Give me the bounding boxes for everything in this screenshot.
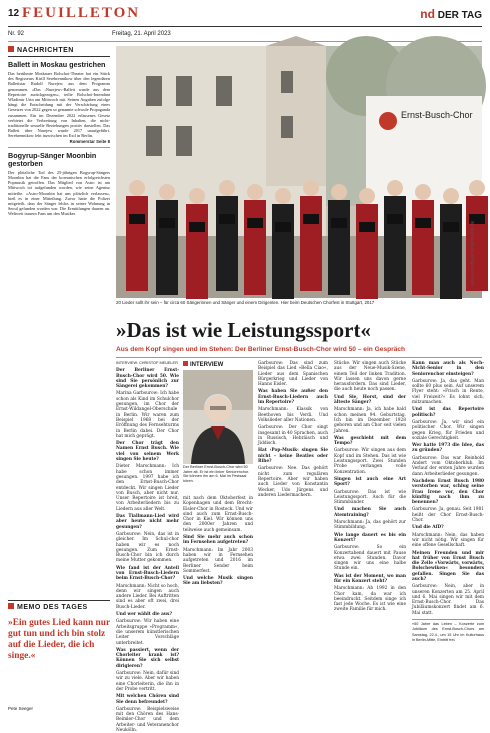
page-number: 12 xyxy=(8,8,20,19)
interview-question: Was geschieht mit dem Tempo? xyxy=(334,435,406,447)
square-icon xyxy=(8,603,14,609)
memo-quote: »Ein gutes Lied kann nur gut tun und ich bin stolz auf die Lieder, die ich singe.« xyxy=(8,618,110,661)
interview-answer: Marina Garbsurow: Ich habe schon als Kind im Schulchor gesungen, im Chor der Ernst-Wildangel-Oberschule in Berlin. Wir waren zum Beispiel 1968 bei der Eröffnung des Fernsehturms in Berlin dabei. Der Chor hat mich geprägt. xyxy=(116,391,179,439)
interview-question: Und machen Sie auch Atemtraining? xyxy=(334,507,406,518)
news-item-author: Rommerstar Seite 8 xyxy=(69,138,110,144)
square-icon xyxy=(8,46,14,52)
interview-question: Das Tiallmann-Lied wird aber heute nicht mehr gesungen? xyxy=(116,514,179,530)
news-column xyxy=(8,46,110,714)
portrait-photo xyxy=(183,370,253,464)
singer-figure xyxy=(412,200,434,295)
singer-head xyxy=(303,180,319,196)
interview-label-text: INTERVIEW xyxy=(190,362,224,368)
singer-figure xyxy=(328,200,350,295)
news-heading-label: NACHRICHTEN xyxy=(17,47,74,54)
music-folder xyxy=(359,222,375,232)
interview-question: Und ist das Repertoire politisch? xyxy=(412,407,484,418)
brand-name: DER TAG xyxy=(437,10,482,21)
interview-answer: Garbsurow: Das ist wie Leistungssport. Auch für die Stimmbänder. xyxy=(334,489,406,506)
article-byline: INTERVIEW: CHRISTOF MEUELER xyxy=(116,361,178,365)
interview-answer: Garbsurow: Das war Reinhold Andert vom Oktoberklub. Im Verlauf der ersten Jahre wurden dann Arbeiterlieder gesungen. xyxy=(412,455,484,477)
interview-answer: Garbsurow: Nein, das ist in gleicher. Im Schul-chor haben wir es noch gesungen. Zum Ernst-Busch-Chor bin ich durch meine Mutter gekommen. xyxy=(116,531,179,564)
news-item-body: Der plötzliche Tod des 25-jährigen Bogyrup-Sängers Moonbin hat die Fans der koreanischen erfolgreichsten Popmusik getroffen. Das Mitglied von Astro ist am Mittwoch tot aufgefunden worden, wie seine Agentur mitteilte. »Astro-Moonbin hat uns plötzlich verlassen«, hieß es in einer Mitteilung. Zuvor hatte die Polizei mitgeteilt, dass der Sänger leblos in seiner Wohnung in Seoul gefunden worden war. Die Ermittlungen dauern an. Weltweit trauern Fans um den Musiker. xyxy=(8,169,110,217)
singer-figure xyxy=(126,196,148,291)
article-column-1 xyxy=(116,361,179,733)
singer-head xyxy=(247,184,263,200)
interview-question: Kann man auch als Noch-Nicht-Senior in den Seniorenchor einsteigen? xyxy=(412,361,484,377)
singer-head xyxy=(159,184,175,200)
memo-header xyxy=(8,600,110,611)
interview-answer: Marschmann: Ja, ich habe bald schon meinen 94. Geburtstag. Ich bin im Dezember 1928 geboren und am Chor seit vielen Jahren. xyxy=(334,407,406,434)
interview-answer: Marschmann: Nein, das haben wir nicht nötig. Wir singen für eine offene Gesellschaft. xyxy=(412,532,484,549)
interview-question: Was passiert, wenn der Chorleiter krank ist? Können Sie sich selbst dirigieren? xyxy=(116,647,179,669)
article-column-2-lower xyxy=(183,496,253,711)
article-column-2-lower-text xyxy=(183,496,253,587)
singer-head xyxy=(359,188,375,204)
singer-figure xyxy=(216,196,238,291)
memo-rule xyxy=(8,600,110,601)
article-column-3-text xyxy=(334,361,406,613)
interview-answer: Dieter Marschmann: Ich habe schon immer gesungen. 1997 habe ich den Ernst-Busch-Chor entdeckt. Wir singen Lieder von Busch, aber nicht nur. Unser Repertoire ist breit, von Arbeiterliedern bis zu Liedern aus aller Welt. xyxy=(116,464,179,512)
memo-heading xyxy=(8,603,110,611)
interview-answer: mit nach dem Oktoberfest in Kopenhagen und dem Brecht-Eisler-Chor in Rostock. Und wir sind auch zum Ernst-Busch-Chor in Kiel. Wir können uns den 2000er Jahren und teilweise auch gemeinsam. xyxy=(183,496,253,533)
news-item-title: Bogyrup-Sänger Moonbin gestorben xyxy=(8,150,97,168)
interview-question: Wie lange dauert es bis ein Konzert? xyxy=(334,532,406,543)
interview-answer: Garbsurow: Nee. Das gehört nicht zum regulären Repertoire. Aber wir haben auch Lieder von Konstantin Wecker, Udo Jürgens und anderen Liedermachern. xyxy=(258,466,328,498)
article-column-3 xyxy=(334,361,406,711)
article-column-4-text xyxy=(412,361,484,616)
singer-figure xyxy=(272,204,294,299)
interview-question: Sind Sie mehr auch schon im Fernsehen aufgetreten? xyxy=(183,535,253,546)
interview-question: Und welche Musik singen Sie am liebsten? xyxy=(183,576,253,587)
article-rule xyxy=(116,357,482,358)
music-folder xyxy=(129,214,145,224)
portrait-caption: Der Berliner Ernst-Busch-Chor wird 50 Jahre alt. Er ist ein linker Seniorenchor. Sie können ihn am 6. Mai im Festsaal hören. xyxy=(183,465,250,483)
interview-answer: Marschmann: Nicht so hoch, denn wir singen auch andere Lieder. Bei Auftritten sind es aber oft zwei, drei Busch-Lieder. xyxy=(116,583,179,610)
banner-text: Ernst-Busch-Chor xyxy=(401,110,473,120)
music-folder xyxy=(387,214,403,224)
article-column-1-text xyxy=(116,368,179,733)
side-url: www.ernstbuschchorberlin.de xyxy=(470,220,476,286)
interview-question: Meinen Freunden und mir hat früher von Ernst Busch die Zeile »Vorwärts, vorwärts, Bolschewiken« besonders gefallen. Singen Sie das auch? xyxy=(412,550,484,582)
interview-question: Und wer wählt die aus? xyxy=(116,612,172,618)
news-item-title: Ballett in Moskau gestrichen xyxy=(8,60,106,69)
interview-question: Hat ›Pop-Musik‹ singen Sie nicht – keine Beatles oder Rihe? xyxy=(258,448,328,465)
singer-head xyxy=(129,180,145,196)
news-item-body: Das berühmte Moskauer Bolschoi-Theater hat ein Stück des Regisseurs Kirill Serebrennikow über den legendären Ballettstar Rudolf Nurejew aus dem Programm genommen. »Das ›Nurejew‹-Ballett wurde aus dem Repertoire zurückgezogen«, teilte Bolschoi-Intendant Wladimir Urin am Mittwoch mit. Seinen Angaben zufolge hängt die Entscheidung mit der Verschärfung eines Gesetzes von 2022 gegen so genannte schwule Propaganda zusammen. Ein im Dezember 2022 erlassenes Gesetz verbietet die Verbreitung von Inhalten, die nicht-traditionelle sexuelle Beziehungen positiv darstellen. Das Ballett über Nurejew wurde 2017 uraufgeführt. Serebrennikow lebt inzwischen im Exil in Berlin. xyxy=(8,71,110,139)
music-folder xyxy=(247,218,263,228)
article-headline: »Das ist wie Leistungssport« xyxy=(116,318,371,342)
interview-answer: Marschmann: Klassik von Beethoven bis Verdi. Und Volkslieder aller Nationen. xyxy=(258,407,328,423)
interview-answer: Marschmann: Ab 1992 in den Chor kam, da war ich beeindruckt. Seitdem singe ich fast jede Woche. Es ist wie eine zweite Familie für mich. xyxy=(334,586,406,613)
interview-question: Nachdem Ernst Busch 1980 verstorben war, schlug seine Frau Irene vor, den Chor künftig nach ihm zu benennen? xyxy=(412,478,484,506)
interview-answer: Garbsurow: Das sind zum Beispiel das Lied »Bella Ciao«, Lieder aus dem Spanischen Bürgerkrieg und Lieder von Hanns Eisler. xyxy=(258,361,328,388)
interview-question: Der Berliner Ernst-Busch-Chor wird 50. Wie sind Sie persönlich zur Sängerei gekommen? xyxy=(116,368,179,390)
interview-question: Singen ist auch eine Art Sport? xyxy=(334,476,406,488)
interview-label xyxy=(183,361,223,368)
header-rule-2 xyxy=(8,41,482,42)
singer-head xyxy=(415,184,431,200)
photo-caption: 20 Lieder sollt ihr sein – für circa 60 Sängerinnen und Sänger und einem Dirigenten. Hier beim Deutschen Chorfest in Stuttgart, 2017 xyxy=(116,300,375,305)
interview-answer: Marschmann: Im Jahr 2003 haben wir in Fernsehen aufgetreten und 2016 im Berliner Sender beim Sommerfest. xyxy=(183,547,253,574)
portrait-illustration xyxy=(183,370,253,464)
singer-figure xyxy=(186,204,208,299)
music-folder xyxy=(443,222,459,232)
issue-date: Freitag, 21. April 2023 xyxy=(112,31,171,37)
music-folder xyxy=(331,218,347,228)
music-folder xyxy=(189,222,205,232)
memo-heading-label: MEMO DES TAGES xyxy=(17,604,88,611)
brand xyxy=(420,7,482,21)
news-heading xyxy=(8,46,110,54)
interview-answer: Garbsurow: Nein, aber in unseren Konzerten am 25. April und 6. Mai singen wir mit dem Ernst-Busch-Chor. Das Jubiläumskonzert findet am 6. Mai statt. xyxy=(412,584,484,616)
singer-head xyxy=(469,180,485,196)
singer-figure xyxy=(156,200,178,295)
music-folder xyxy=(159,218,175,228)
interview-answer: Garbsurow: Wir haben eine Arbeitsgruppe »Programm«, die unserem künstlerischen Leiter Vorschläge unterbreitet. xyxy=(116,619,179,646)
interview-question: Was haben Sie außer den Ernst-Busch-Liedern auch im Repertoire? xyxy=(258,389,328,406)
singer-head xyxy=(275,188,291,204)
interview-question: Und Sie, Horst, sind der älteste Sänger? xyxy=(334,394,406,406)
singer-head xyxy=(331,184,347,200)
interview-answer: Garbsurow: Ja, wir sind ein politischer Chor. Wir singen gegen Krieg, für Frieden und soziale Gerechtigkeit. xyxy=(412,419,484,441)
choir-photo-illustration xyxy=(116,46,482,298)
issue-number: Nr. 92 xyxy=(8,31,25,37)
article-column-4 xyxy=(412,361,484,711)
section-title: FEUILLETON xyxy=(22,5,141,21)
singer-head xyxy=(387,180,403,196)
singer-head xyxy=(189,188,205,204)
music-folder xyxy=(415,218,431,228)
singer-figure xyxy=(244,200,266,295)
singer-figure xyxy=(384,196,406,291)
singer-figure xyxy=(356,204,378,299)
interview-answer: Garbsurow: Ja, das geht. Man sollte 60 plus sein. Auf unserem Flyer steht: »Frisch in Rente, viel Freizeit?« Es lohnt sich, mitzumachen. xyxy=(412,378,484,406)
choir-photo xyxy=(116,46,482,298)
singer-head xyxy=(443,188,459,204)
square-icon xyxy=(183,361,188,366)
interview-answer: Garbsurow: Der Chor singt insgesamt in 40 Sprachen, auch in Russisch, Hebräisch und Jiddisch. xyxy=(258,425,328,447)
interview-answer: Garbsurow: Wir singen aus dem Kopf und im Stehen. Das ist wie Leistungssport. Zwei Stunden Probe verlangen volle Konzentration. xyxy=(334,448,406,475)
interview-answer: Garbsurow: So ein Konzertabend dauert mit Pause etwa zwei Stunden. Davor singen wir uns eine halbe Stunde ein. xyxy=(334,545,406,572)
music-folder xyxy=(219,214,235,224)
brand-prefix: nd xyxy=(420,7,435,21)
article-column-2 xyxy=(258,361,328,711)
article-column-2-text xyxy=(258,361,328,498)
singer-head xyxy=(219,180,235,196)
interview-question: Wer hatte 1973 die Idee, das zu gründen? xyxy=(412,443,484,454)
interview-question: Was ist der Moment, wo man für ein Konzert steht? xyxy=(334,573,406,584)
singer-figure xyxy=(440,204,462,299)
interview-question: Mit welchen Chören sind Sie denn befreundet? xyxy=(116,694,179,705)
article-subhead: Aus dem Kopf singen und im Stehen: Der Berliner Ernst-Busch-Chor wird 50 – ein Gespräch xyxy=(116,346,406,353)
interview-answer: Garbsurow: Nein, dafür sind wir zu viele. Aber wir haben eine Chorleiterin, die ihn in der Probe vertritt. xyxy=(116,671,179,692)
interview-answer: Garbsurow: Beispielsweise mit den Chören des Hans-Beimler-Chor und dem Arbeiter- und Veteranenchor Neukölln. xyxy=(116,706,179,733)
news-rule xyxy=(8,56,110,57)
interview-answer: Marschmann: Ja, das gehört zur Stimmbildung. xyxy=(334,520,406,531)
interview-answer: Stücke. Wir singen auch Stücke aus der Neue-Musik-Szene, einem Teil der linken Tradition. Wir lassen uns davon gerne herausfordern. Das sind Lieder, die auch heute noch passen. xyxy=(334,361,406,393)
singer-figure xyxy=(300,196,322,291)
interview-question: Und die AfD? xyxy=(412,525,444,531)
music-folder xyxy=(275,222,291,232)
memo-author: Pete Seeger xyxy=(8,706,34,711)
news-divider xyxy=(8,147,110,148)
header-rule xyxy=(8,26,482,27)
interview-question: Der Chor trägt den Namen Ernst Busch. Wie viel von seinem Werk singen Sie heute? xyxy=(116,441,179,463)
music-folder xyxy=(303,214,319,224)
interview-question: Wie fand ist der Anteil von Ernst-Busch-Liedern beim Ernst-Busch-Chor? xyxy=(116,565,179,582)
article-footnote: »50 Jahre das Leben – Konzerte zum Jubiläum des Ernst-Busch-Chors am Samstag, 22.4., um 15 Uhr im Kulturhaus in Berlin-Mitte, Eintritt frei. xyxy=(412,619,484,643)
interview-answer: Garbsurow: Ja, genau. Seit 1981 heißt der Chor Ernst-Busch-Chor. xyxy=(412,507,484,524)
